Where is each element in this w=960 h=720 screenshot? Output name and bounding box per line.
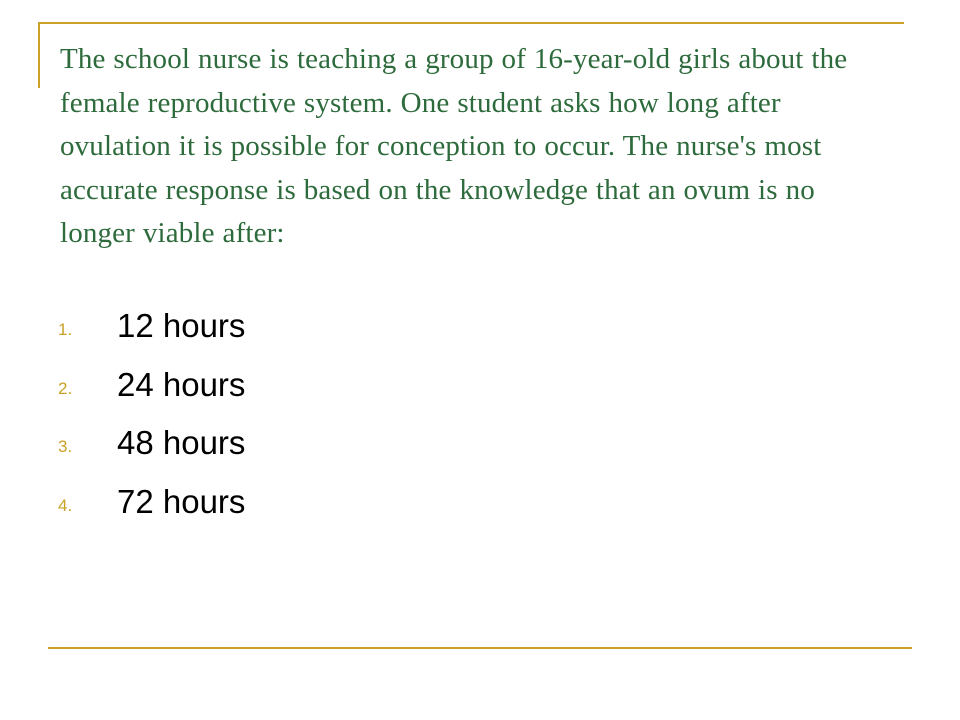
bottom-accent-rule (48, 647, 912, 649)
option-text: 48 hours (117, 424, 246, 461)
question-text: The school nurse is teaching a group of 16-year-old girls about the female reproductive system. One student asks how long after ovulation it is possible for conception to occur. The nurse's most accurate response is based on the knowledge that an ovum is no longer viable after: (60, 43, 848, 250)
option-number: 2. (58, 378, 73, 398)
option-text: 72 hours (117, 482, 246, 520)
option-number: 1. (58, 320, 73, 339)
option-number: 4. (58, 495, 73, 515)
left-accent-rule (38, 22, 40, 88)
top-accent-rule (38, 22, 904, 24)
option-text: 12 hours (117, 307, 246, 344)
option-number: 3. (58, 437, 73, 456)
option-text: 24 hours (117, 365, 246, 403)
